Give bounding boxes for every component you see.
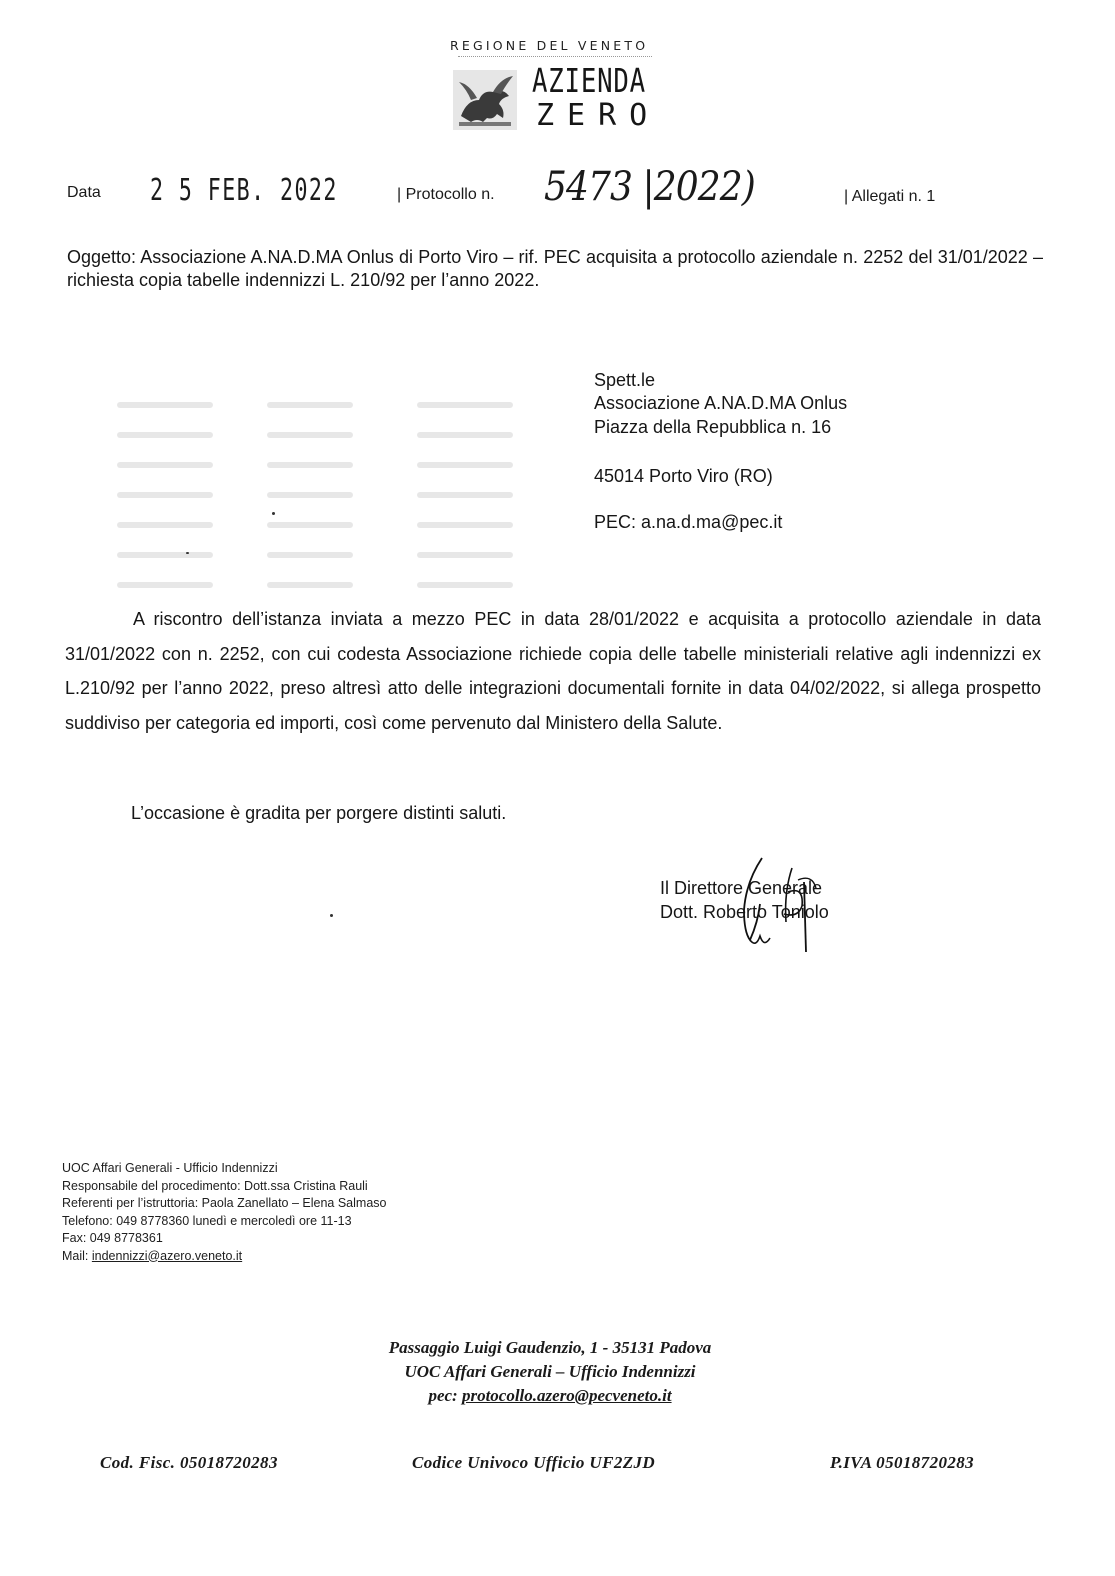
footer-pec-line	[200, 1384, 900, 1408]
attachments-label: | Allegati n. 1	[844, 188, 936, 205]
signatory-role: Il Direttore Generale	[660, 878, 823, 898]
office-fax: Fax: 049 8778361	[62, 1231, 163, 1245]
office-contact-block	[62, 1160, 386, 1265]
region-name: REGIONE DEL VENETO	[450, 38, 649, 53]
date-label: Data	[67, 184, 101, 201]
protocol-label: | Protocollo n.	[397, 186, 495, 203]
office-referents: Referenti per l’istruttoria: Paola Zanellato – Elena Salmaso	[62, 1196, 387, 1210]
footer-unit: UOC Affari Generali – Ufficio Indennizzi	[404, 1362, 696, 1381]
recipient-pec: PEC: a.na.d.ma@pec.it	[594, 512, 783, 532]
office-mail-link[interactable]: indennizzi@azero.veneto.it	[91, 1248, 243, 1263]
footer-address-block	[200, 1336, 900, 1408]
recipient-city: 45014 Porto Viro (RO)	[594, 466, 773, 486]
subject-line: Oggetto: Associazione A.NA.D.MA Onlus di Porto Viro – rif. PEC acquisita a protocollo aziendale n. 2252 del 31/01/2022 – richiesta copia tabelle indennizzi L. 210/92 per l’anno 2022.	[67, 247, 1043, 290]
recipient-salutation: Spett.le	[594, 370, 656, 390]
office-responsible: Responsabile del procedimento: Dott.ssa Cristina Rauli	[62, 1178, 368, 1193]
show-through-table	[90, 345, 1030, 605]
footer-tax-code: Cod. Fisc. 05018720283	[100, 1453, 278, 1472]
lion-emblem-icon	[453, 70, 517, 130]
scan-speck	[272, 512, 275, 515]
handwritten-signature	[700, 852, 860, 962]
signatory-name: Dott. Roberto Toniolo	[660, 902, 829, 922]
org-name-line1: AZIENDA	[532, 61, 646, 100]
footer-office-code: Codice Univoco Ufficio UF2ZJD	[412, 1453, 656, 1472]
office-mail-label: Mail:	[62, 1248, 92, 1263]
closing-line: L’occasione è gradita per porgere distinti saluti.	[131, 803, 507, 823]
org-name-line2: ZERO	[536, 98, 661, 133]
footer-address: Passaggio Luigi Gaudenzio, 1 - 35131 Padova	[388, 1338, 712, 1357]
recipient-organization: Associazione A.NA.D.MA Onlus	[594, 393, 848, 413]
protocol-number-handwritten: 5473 |2022)	[544, 164, 755, 210]
letterhead-divider	[458, 56, 652, 57]
footer-vat: P.IVA 05018720283	[830, 1453, 975, 1472]
office-mail-line	[62, 1248, 386, 1266]
footer-pec-label: pec:	[428, 1386, 462, 1405]
scan-speck	[186, 552, 189, 554]
office-unit: UOC Affari Generali - Ufficio Indennizzi	[62, 1161, 278, 1175]
scan-speck	[330, 914, 333, 917]
body-paragraph: A riscontro dell’istanza inviata a mezzo PEC in data 28/01/2022 e acquisita a protocollo aziendale in data 31/01/2022 con n. 2252, con cui codesta Associazione richiede copia delle tabelle ministeriali relative agli indennizzi ex L.210/92 per l’anno 2022, preso altresì atto delle integrazioni documentali fornite in data 04/02/2022, si allega prospetto suddiviso per categoria ed importi, così come pervenuto dal Ministero della Salute.	[65, 609, 1041, 733]
recipient-street: Piazza della Repubblica n. 16	[594, 417, 832, 437]
footer-pec-link[interactable]: protocollo.azero@pecveneto.it	[461, 1386, 672, 1405]
office-phone: Telefono: 049 8778360 lunedì e mercoledì ore 11-13	[62, 1213, 352, 1228]
date-stamp: 2 5 FEB. 2022	[150, 173, 338, 208]
